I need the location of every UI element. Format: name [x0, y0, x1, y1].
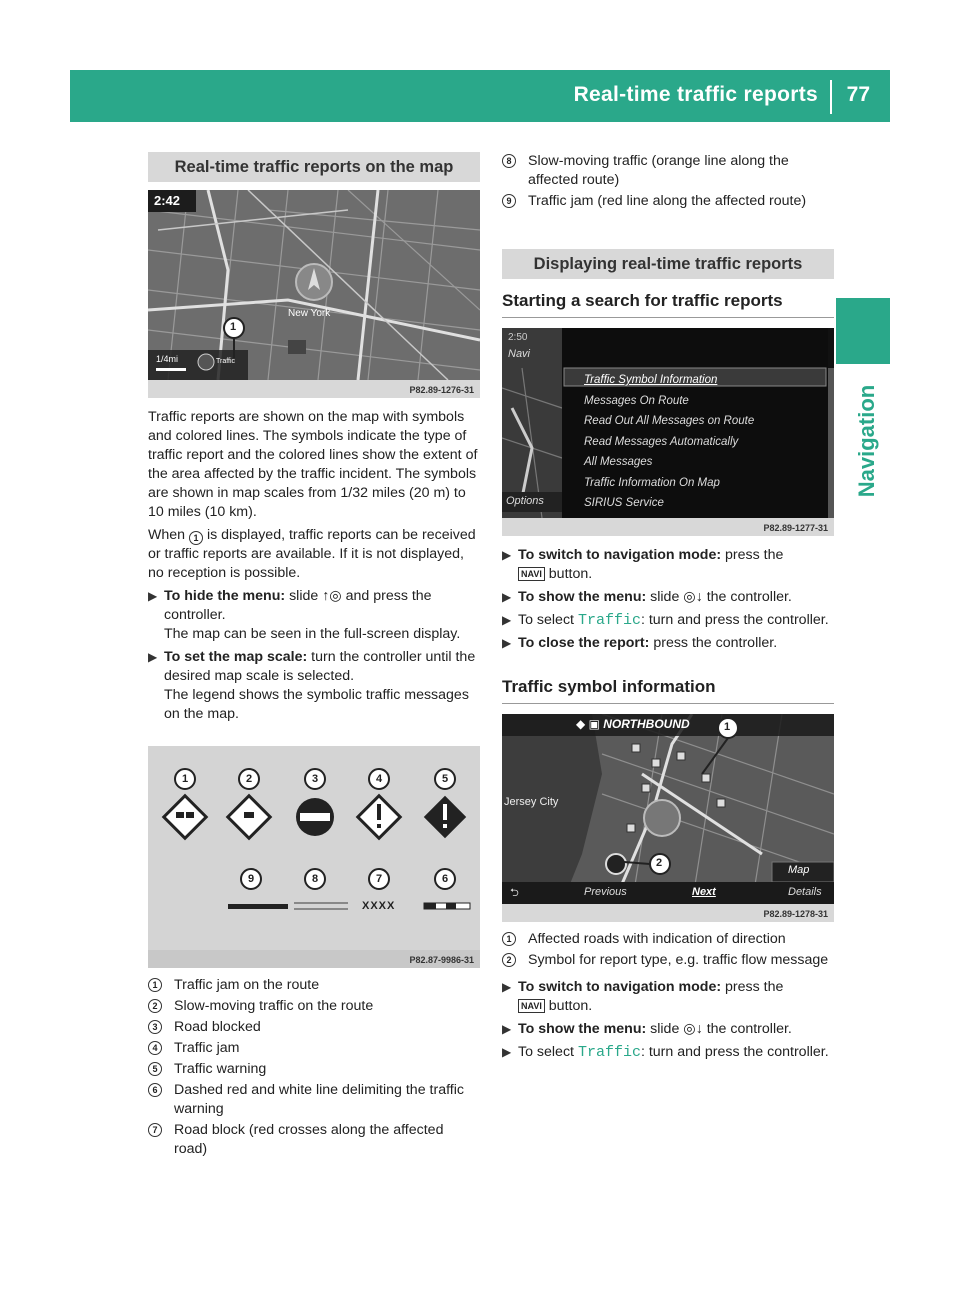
item-text: Road blocked	[174, 1019, 261, 1035]
page-number: 77	[846, 83, 870, 106]
para2-a: When	[148, 527, 190, 543]
step-bold: To switch to navigation mode:	[518, 547, 722, 563]
traffic-menu-term: Traffic	[577, 1044, 641, 1061]
list-item	[148, 1018, 480, 1037]
slow-traffic-route-icon	[228, 796, 270, 838]
inline-number: 1	[189, 531, 203, 545]
traffic-menu-figure	[502, 328, 834, 536]
menu-time: 2:50	[508, 332, 528, 343]
step-text-2: button.	[544, 998, 593, 1014]
item-number: 1	[502, 932, 516, 946]
step-arrow-icon: ▶	[502, 613, 512, 627]
chapter-label	[852, 378, 878, 508]
step-text: press the controller.	[649, 635, 778, 651]
step-text: slide ◎↓ the controller.	[646, 1021, 792, 1037]
item-number: 8	[502, 154, 516, 168]
step-text-2: The map can be seen in the full-screen display.	[164, 626, 461, 642]
item-number: 4	[148, 1041, 162, 1055]
map-city-label: New York	[288, 308, 331, 319]
map-heading: ◆ ▣ NORTHBOUND	[576, 717, 690, 731]
item-text: Affected roads with indication of direction	[528, 931, 786, 947]
item-text: Dashed red and white line delimiting the traffic warning	[174, 1082, 464, 1117]
legend-road-block-crosses: XXXX	[362, 900, 396, 912]
previous-button[interactable]: Previous	[584, 886, 627, 898]
road-blocked-icon	[296, 798, 334, 836]
menu-navi[interactable]: Navi	[508, 348, 531, 360]
list-item	[148, 1060, 480, 1079]
legend-figure-code: P82.87-9986-31	[409, 955, 474, 965]
item-number: 1	[148, 978, 162, 992]
slow-traffic-line	[294, 902, 348, 904]
list-item	[148, 1081, 480, 1119]
menu-item-sirius-service[interactable]: SIRIUS Service	[584, 497, 664, 509]
step-map-scale	[148, 648, 480, 724]
step-arrow-icon: ▶	[502, 548, 512, 562]
step-text: To select	[518, 612, 578, 628]
list-item	[148, 1039, 480, 1058]
step-text: turn the controller until the desired map scale is selected.	[164, 649, 476, 684]
traffic-menu-term: Traffic	[577, 612, 641, 629]
legend-num-1: 1	[174, 768, 196, 790]
header-title: Real-time traffic reports	[573, 83, 818, 106]
step-text-2: button.	[544, 566, 593, 582]
step-bold: To switch to navigation mode:	[518, 979, 722, 995]
traffic-warning-icon	[424, 796, 466, 838]
legend-num-2: 2	[238, 768, 260, 790]
item-text: Road block (red crosses along the affected road)	[174, 1122, 444, 1157]
step-switch-nav-2	[502, 978, 834, 1016]
menu-list	[584, 370, 754, 514]
paragraph-reception	[148, 526, 480, 583]
menu-item-all-messages[interactable]: All Messages	[584, 456, 653, 468]
item-text: Traffic jam on the route	[174, 977, 320, 993]
list-item	[502, 930, 834, 949]
step-show-menu-2	[502, 1020, 834, 1039]
map-button[interactable]: Map	[788, 864, 810, 876]
legend-symbols	[148, 746, 480, 968]
step-arrow-icon: ▶	[502, 590, 512, 604]
map-time: 2:42	[154, 193, 181, 208]
list-item	[148, 1121, 480, 1159]
subheading-search: Starting a search for traffic reports	[502, 291, 834, 318]
item-number: 2	[148, 999, 162, 1013]
map-marker-1: 1	[230, 321, 237, 333]
menu-item-read-automatically[interactable]: Read Messages Automatically	[584, 435, 739, 448]
item-number: 7	[148, 1123, 162, 1137]
legend-list	[148, 976, 480, 1159]
map-city-label: Jersey City	[504, 796, 559, 808]
traffic-jam-route-icon	[164, 796, 206, 838]
step-bold: To set the map scale:	[164, 649, 308, 665]
traffic-jam-icon	[358, 796, 400, 838]
legend-num-9: 9	[240, 868, 262, 890]
map-traffic-legend-button[interactable]: Traffic	[216, 358, 236, 365]
list-item	[502, 951, 834, 970]
left-column	[148, 152, 480, 1159]
item-number: 5	[148, 1062, 162, 1076]
legend-num-3: 3	[304, 768, 326, 790]
figure-code: P82.89-1276-31	[409, 385, 474, 395]
step-bold: To hide the menu:	[164, 588, 286, 604]
step-switch-nav	[502, 546, 834, 584]
step-bold: To show the menu:	[518, 589, 647, 605]
item-number: 6	[148, 1083, 162, 1097]
step-text: slide ◎↓ the controller.	[646, 589, 792, 605]
step-arrow-icon: ▶	[148, 589, 158, 603]
legend-num-6: 6	[434, 868, 456, 890]
traffic-legend-figure	[148, 746, 480, 968]
navi-button-icon: NAVI	[518, 567, 545, 581]
list-item	[502, 152, 834, 190]
step-bold: To show the menu:	[518, 1021, 647, 1037]
chapter-tab	[836, 298, 890, 364]
step-text: press the	[721, 547, 784, 563]
traffic-jam-line	[228, 904, 288, 909]
subheading-symbol-info: Traffic symbol information	[502, 677, 834, 704]
step-text: press the	[721, 979, 784, 995]
chapter-label-text: Navigation	[854, 384, 879, 498]
legend-num-5: 5	[434, 768, 456, 790]
section-title-display: Displaying real-time traffic reports	[502, 249, 834, 279]
step-arrow-icon: ▶	[502, 636, 512, 650]
map-marker-2: 2	[656, 857, 663, 869]
step-hide-menu	[148, 587, 480, 644]
details-button[interactable]: Details	[788, 886, 822, 898]
legend-num-8: 8	[304, 868, 326, 890]
menu-item-read-out-all[interactable]: Read Out All Messages on Route	[584, 415, 755, 427]
step-arrow-icon: ▶	[502, 1045, 512, 1059]
menu-options-button[interactable]: Options	[506, 495, 544, 507]
list-item	[502, 192, 834, 211]
menu-figure-code: P82.89-1277-31	[763, 523, 828, 533]
step-text-2: : turn and press the controller.	[640, 1044, 829, 1060]
item-number: 3	[148, 1020, 162, 1034]
map-marker-1: 1	[724, 721, 731, 733]
legend-num-7: 7	[368, 868, 390, 890]
dashed-warning-line	[424, 903, 470, 909]
item-number: 9	[502, 194, 516, 208]
traffic-symbol-map-figure	[502, 714, 834, 922]
menu-item-traffic-symbol-info[interactable]: Traffic Symbol Information	[584, 374, 718, 386]
right-column	[502, 152, 834, 1062]
symbol-map-graphic	[502, 714, 834, 922]
step-text: To select	[518, 1044, 578, 1060]
step-arrow-icon: ▶	[502, 1022, 512, 1036]
list-item	[148, 976, 480, 995]
step-select-traffic	[502, 611, 834, 630]
symbol-map-figure-code: P82.89-1278-31	[763, 909, 828, 919]
list-item	[148, 997, 480, 1016]
symbol-list	[502, 930, 834, 970]
item-text: Slow-moving traffic on the route	[174, 998, 374, 1014]
map-graphic	[148, 190, 480, 398]
next-button[interactable]: Next	[692, 886, 716, 898]
step-show-menu	[502, 588, 834, 607]
item-text: Traffic jam	[174, 1040, 240, 1056]
section-title-map: Real-time traffic reports on the map	[148, 152, 480, 182]
legend-num-4: 4	[368, 768, 390, 790]
step-arrow-icon: ▶	[502, 980, 512, 994]
step-arrow-icon: ▶	[148, 650, 158, 664]
step-text-2: : turn and press the controller.	[640, 612, 829, 628]
step-text-2: The legend shows the symbolic traffic messages on the map.	[164, 687, 469, 722]
header-separator	[830, 80, 832, 114]
map-heading-text: NORTHBOUND	[603, 717, 690, 731]
step-bold: To close the report:	[518, 635, 650, 651]
menu-item-messages-on-route[interactable]: Messages On Route	[584, 394, 689, 407]
item-text: Symbol for report type, e.g. traffic flow message	[528, 952, 829, 968]
item-number: 2	[502, 953, 516, 967]
item-text: Slow-moving traffic (orange line along the affected route)	[528, 153, 789, 188]
map-scale[interactable]: 1/4mi	[156, 354, 179, 364]
traffic-map-figure	[148, 190, 480, 398]
step-text: slide ↑◎ and press the controller.	[164, 588, 432, 623]
step-close-report	[502, 634, 834, 653]
para2-b: is displayed, traffic reports can be received or traffic reports are available. If it is not displayed, no reception is possible.	[148, 527, 476, 581]
paragraph-intro: Traffic reports are shown on the map with symbols and colored lines. The symbols indicate the type of traffic report and the colored lines show the extent of the area affected by the traffic incident. The symbols are shown in map scales from 1/32 miles (20 m) to 10 miles (10 km).	[148, 409, 478, 520]
step-select-traffic-2	[502, 1043, 834, 1062]
navi-button-icon: NAVI	[518, 999, 545, 1013]
item-text: Traffic warning	[174, 1061, 267, 1077]
menu-item-traffic-on-map[interactable]: Traffic Information On Map	[584, 476, 720, 489]
back-arrow-icon[interactable]: ⮌	[510, 887, 519, 899]
legend-list-cont	[502, 152, 834, 211]
page-header	[70, 70, 890, 122]
item-text: Traffic jam (red line along the affected route)	[528, 193, 807, 209]
